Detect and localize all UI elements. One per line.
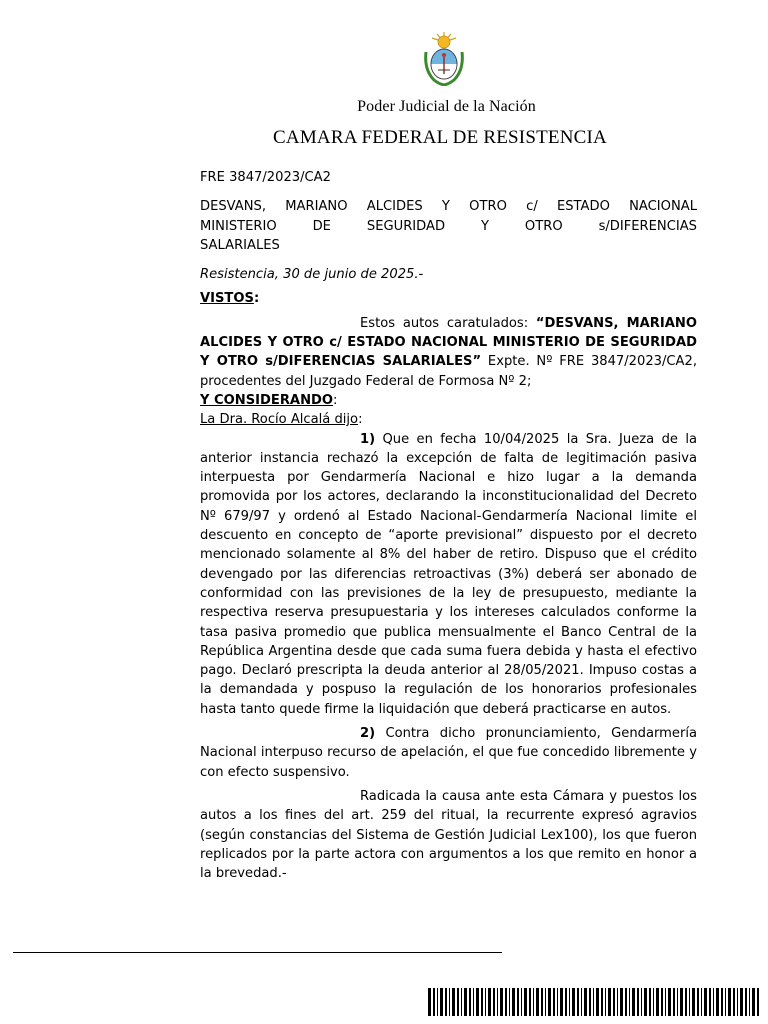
court-name: CAMARA FEDERAL DE RESISTENCIA [273,127,607,148]
barcode-icon [428,988,760,1016]
institution-name: Poder Judicial de la Nación [357,98,536,115]
considerando-colon: : [333,392,338,408]
file-number: FRE 3847/2023/CA2 [200,170,331,185]
paragraph-1 [200,430,697,719]
footer-rule [13,952,502,953]
judge-colon: : [358,412,363,428]
considerando-heading [200,391,697,410]
vistos-heading [200,289,697,308]
case-title-line-2: MINISTERIO DE SEGURIDAD Y OTRO s/DIFERENCIAS [200,218,697,234]
coat-of-arms-icon [420,30,468,86]
paragraph-2-text: Contra dicho pronunciamiento, Gendarmería Nacional interpuso recurso de apelación, el que fue concedido libremente y con efecto suspensivo. [200,726,697,780]
vistos-paragraph [200,314,697,391]
vistos-case-name: “DESVANS, MARIANO ALCIDES Y OTRO c/ ESTADO NACIONAL MINISTERIO DE SEGURIDAD Y OTRO s/DIFERENCIAS SALARIALES” [200,315,697,370]
vistos-label: VISTOS [200,291,254,307]
vistos-colon: : [253,291,260,307]
considerando-label: Y CONSIDERANDO [200,392,334,408]
paragraph-2-number: 2) [360,726,376,742]
case-title-line-1: DESVANS, MARIANO ALCIDES Y OTRO c/ ESTADO NACIONAL [200,199,697,215]
vistos-rest: Expte. Nº FRE 3847/2023/CA2, procedentes del Juzgado Federal de Formosa Nº 2; [200,354,698,389]
case-title-line-3: SALARIALES [200,237,280,253]
paragraph-3: Radicada la causa ante esta Cámara y puestos los autos a los fines del art. 259 del ritual, la recurrente expresó agravios (según constancias del Sistema de Gestión Judicial Lex100), los que fueron replicados por la parte actora con argumentos a los que remito en honor a la brevedad.- [200,788,697,882]
judge-name: La Dra. Rocío Alcalá dijo [200,412,359,428]
date-line: Resistencia, 30 de junio de 2025.- [200,267,424,283]
judge-line [200,410,697,429]
paragraph-2 [200,724,697,782]
vistos-intro: Estos autos caratulados: [360,315,536,331]
document-body [200,168,697,883]
paragraph-1-text: Que en fecha 10/04/2025 la Sra. Jueza de la anterior instancia rechazó la excepción de falta de legitimación pasiva interpuesta por Gendarmería Nacional e hizo lugar a la demanda promovida por los actores, declarando la inconstitucionalidad del Decreto Nº 679/97 y ordenó al Estado Nacional-Gendarmería Nacional limite el descuento en concepto de “aporte previsional” dispuesto por el decreto mencionado solamente al 8% del haber de retiro. Dispuso que el crédito devengado por las diferencias retroactivas (3%) deberá ser abonado de conformidad con las previsiones de la ley de presupuesto, mediante la respectiva reserva presupuestaria y los intereses calculados conforme la tasa pasiva promedio que publica mensualmente el Banco Central de la República Argentina desde que cada suma fuera debida y hasta el efectivo pago. Declaró prescripta la deuda anterior al 28/05/2021. Impuso costas a la demandada y pospuso la regulación de los honorarios profesionales hasta tanto quede firme la liquidación que deberá practicarse en autos. [200,431,697,717]
paragraph-1-number: 1) [360,431,376,447]
